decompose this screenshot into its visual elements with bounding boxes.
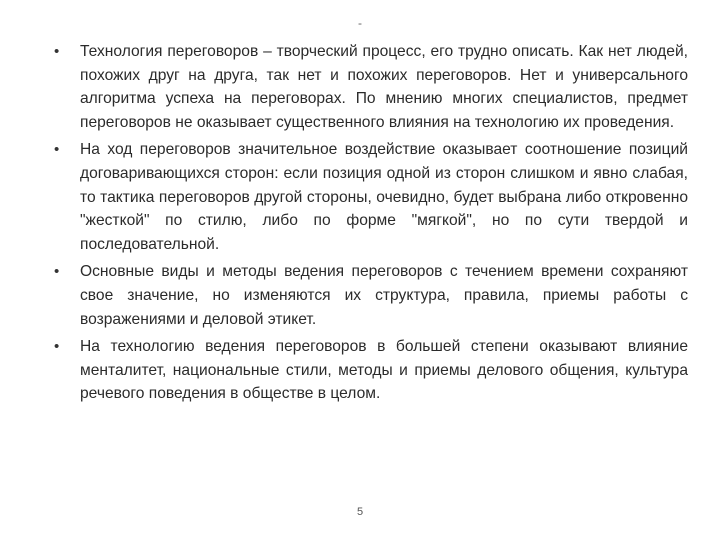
bullet-text: Основные виды и методы ведения переговоров с течением времени сохраняют свое значение, но изменяются их структура, правила, приемы работы с возражениями и деловой этикет. bbox=[80, 263, 688, 328]
bullet-dot-icon: • bbox=[54, 263, 60, 281]
bullet-dot-icon: • bbox=[54, 141, 60, 159]
bullet-list bbox=[52, 40, 688, 406]
bullet-item bbox=[52, 40, 688, 134]
bullet-text: Технология переговоров – творческий процесс, его трудно описать. Как нет людей, похожих друг на друга, так нет и похожих переговоров. Нет и универсального алгоритма успеха на переговорах. По мнению многих специалистов, предмет переговоров не оказывает существенного влияния на технологию их проведения. bbox=[80, 43, 688, 131]
page-number: 5 bbox=[356, 506, 364, 518]
bullet-dot-icon: • bbox=[54, 43, 60, 60]
bullet-text: На ход переговоров значительное воздействие оказывает соотношение позиций договаривающихся сторон: если позиция одной из сторон слишком и явно слабая, то тактика переговоров другой стороны, очевидно, будет выбрана либо откровенно "жесткой" по стилю, либо по форме "мягкой", но по сути твердой и последовательной. bbox=[80, 141, 688, 253]
slide-title-mark: - bbox=[358, 16, 362, 30]
slide-content bbox=[52, 40, 688, 410]
bullet-dot-icon: • bbox=[54, 338, 60, 356]
bullet-item bbox=[52, 260, 688, 331]
bullet-item bbox=[52, 335, 688, 406]
bullet-text: На технологию ведения переговоров в большей степени оказывают влияние менталитет, национальные стили, методы и приемы делового общения, культура речевого поведения в обществе в целом. bbox=[80, 338, 688, 403]
bullet-item bbox=[52, 138, 688, 256]
